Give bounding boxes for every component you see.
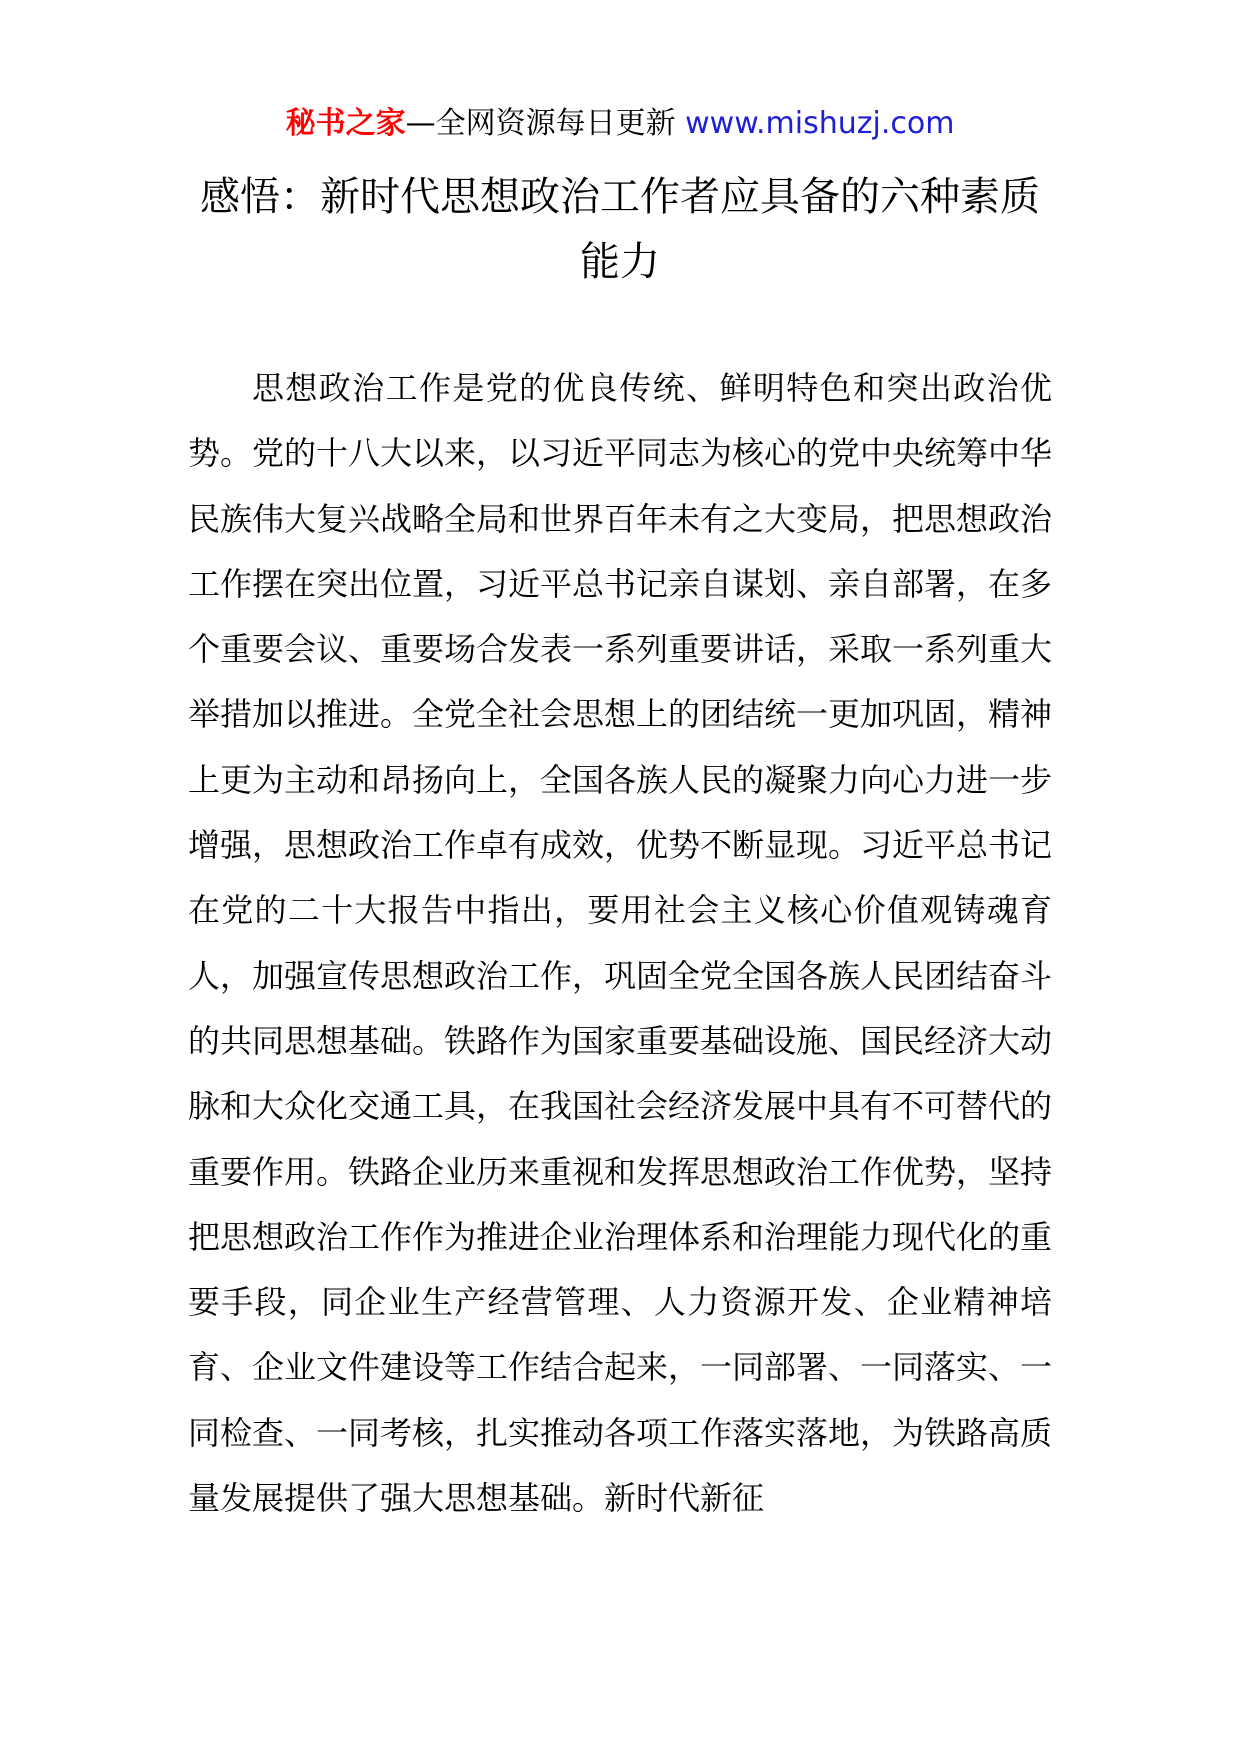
- header-tagline: —全网资源每日更新: [405, 106, 676, 141]
- site-url-link[interactable]: www.mishuzj.com: [685, 106, 955, 141]
- body-paragraph: 思想政治工作是党的优良传统、鲜明特色和突出政治优势。党的十八大以来，以习近平同志为核心的党中央统筹中华民族伟大复兴战略全局和世界百年未有之大变局，把思想政治工作摆在突出位置，习近平总书记亲自谋划、亲自部署，在多个重要会议、重要场合发表一系列重要讲话，采取一系列重大举措加以推进。全党全社会思想上的团结统一更加巩固，精神上更为主动和昂扬向上，全国各族人民的凝聚力向心力进一步增强，思想政治工作卓有成效，优势不断显现。习近平总书记在党的二十大报告中指出，要用社会主义核心价值观铸魂育人，加强宣传思想政治工作，巩固全党全国各族人民团结奋斗的共同思想基础。铁路作为国家重要基础设施、国民经济大动脉和大众化交通工具，在我国社会经济发展中具有不可替代的重要作用。铁路企业历来重视和发挥思想政治工作优势，坚持把思想政治工作作为推进企业治理体系和治理能力现代化的重要手段，同企业生产经营管理、人力资源开发、企业精神培育、企业文件建设等工作结合起来，一同部署、一同落实、一同检查、一同考核，扎实推动各项工作落实落地，为铁路高质量发展提供了强大思想基础。新时代新征: [188, 369, 1053, 1518]
- document-title: 感悟：新时代思想政治工作者应具备的六种素质能力: [200, 174, 1040, 285]
- brand-name: 秘书之家: [285, 106, 406, 141]
- site-header: [0, 104, 1240, 144]
